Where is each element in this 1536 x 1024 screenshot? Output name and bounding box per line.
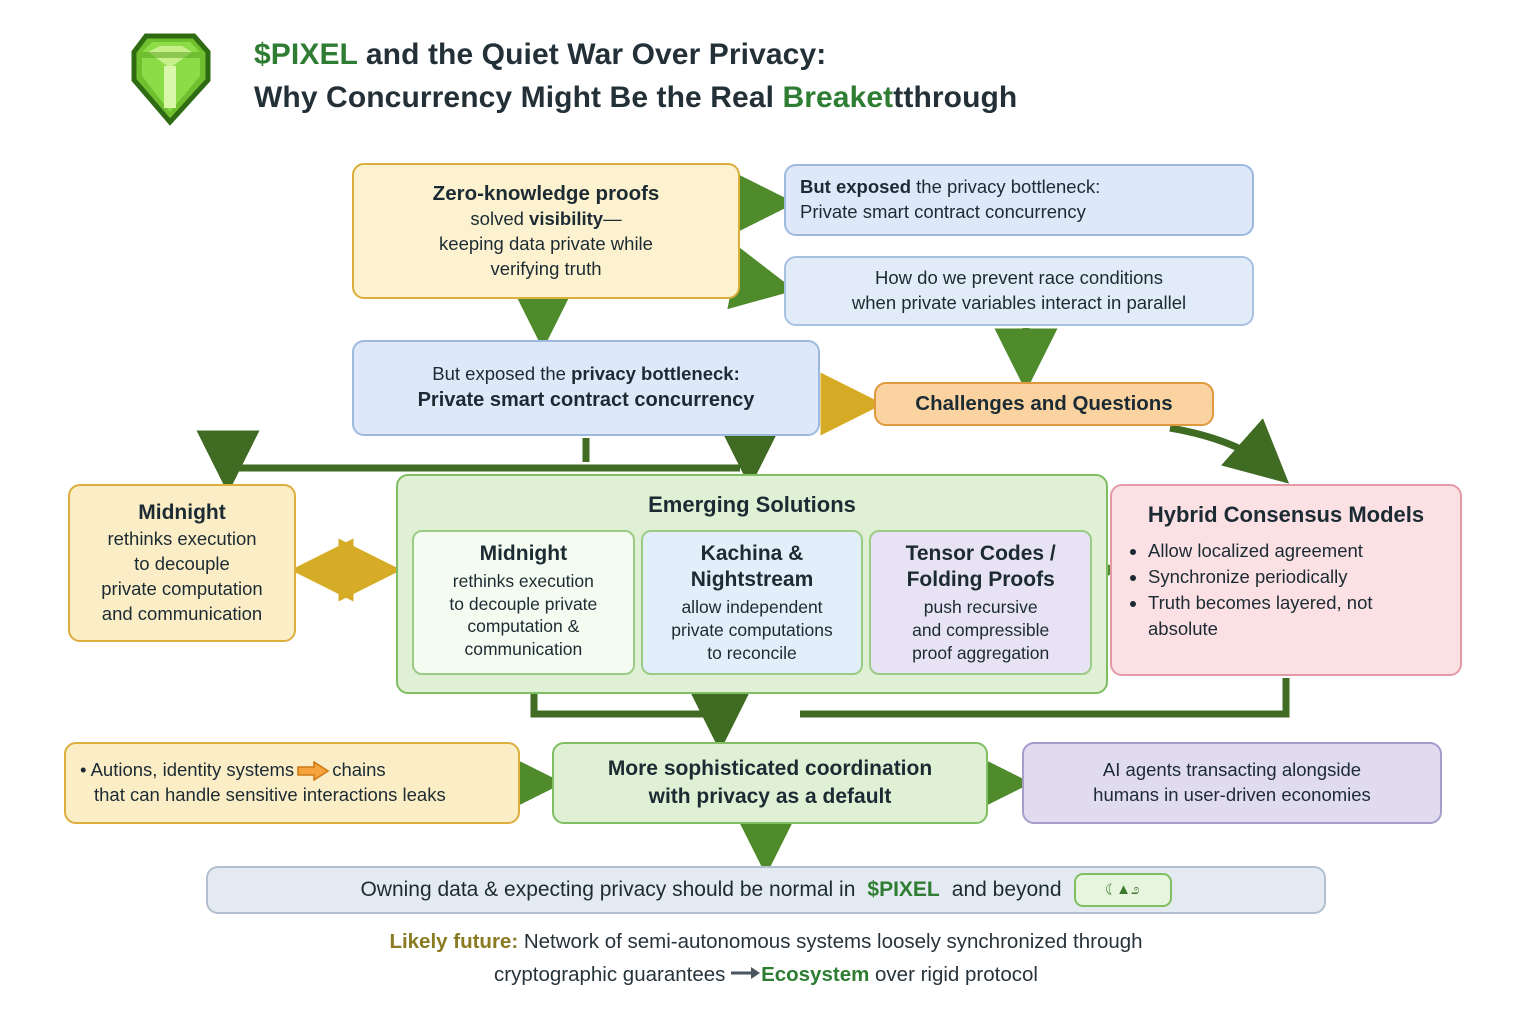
- node-exposed-bottleneck-top[interactable]: [784, 164, 1254, 236]
- zkp-line-3: keeping data private while: [439, 233, 653, 255]
- title-block: [254, 22, 1017, 119]
- coordination-line-2: with privacy as a default: [648, 785, 892, 808]
- node-race-conditions-question[interactable]: [784, 256, 1254, 326]
- node-challenges-and-questions[interactable]: [874, 382, 1214, 426]
- emerging-tensor-line-1: push recursive: [923, 597, 1038, 618]
- emerging-midnight-line-1: rethinks execution: [452, 570, 594, 591]
- emerging-midnight-line-2: to decouple private: [449, 593, 598, 614]
- hybrid-bullet-2: • Synchronize periodically: [1148, 564, 1446, 590]
- footer-text-2: cryptographic guarantees: [494, 962, 732, 986]
- emerging-midnight-head: Midnight: [479, 541, 568, 565]
- footer-text-1: Network of semi-autonomous systems loosely synchronized through: [518, 930, 1143, 953]
- coordination-line-1: More sophisticated coordination: [607, 756, 933, 780]
- owning-pre: Owning data & expecting privacy should be normal in: [360, 877, 856, 901]
- node-ai-agents[interactable]: [1022, 742, 1442, 824]
- money-faces-icon: [1074, 873, 1172, 907]
- node-owning-data-statement[interactable]: [206, 866, 1326, 914]
- page-header: [112, 22, 1452, 134]
- node-zero-knowledge-proofs[interactable]: [352, 163, 740, 299]
- title-line-2-post: tthrough: [893, 80, 1018, 114]
- midnight-left-line-4: private computation: [101, 578, 263, 600]
- node-emerging-solutions[interactable]: [396, 474, 1108, 694]
- auctions-line-1: • Autions, identity systems chains: [80, 759, 386, 781]
- challenges-label: Challenges and Questions: [915, 392, 1173, 416]
- hybrid-bullet-1: • Allow localized agreement: [1148, 538, 1446, 564]
- ai-agents-line-1: AI agents transacting alongside: [1102, 759, 1362, 781]
- emerging-kachina-head-1: Kachina &: [700, 541, 804, 565]
- zkp-line-1: Zero-knowledge proofs: [432, 181, 660, 205]
- zkp-line-2: solved visibility—: [470, 208, 622, 230]
- emerging-midnight-line-4: communication: [464, 639, 583, 660]
- race-line-2: when private variables interact in parallel: [851, 292, 1187, 313]
- emerging-kachina-head-2: Nightstream: [690, 567, 814, 591]
- emerging-tensor-head-1: Tensor Codes /: [905, 541, 1056, 565]
- emerging-tensor-head-2: Folding Proofs: [906, 567, 1055, 591]
- title-accent-pixel: $PIXEL: [254, 38, 358, 71]
- title-line-2: [254, 77, 1017, 120]
- node-auctions-identity-systems[interactable]: [64, 742, 520, 824]
- emerging-tensor-line-2: and compressible: [912, 620, 1050, 641]
- hybrid-head: Hybrid Consensus Models: [1147, 502, 1425, 527]
- race-line-1: How do we prevent race conditions: [875, 267, 1163, 289]
- owning-accent-pixel: $PIXEL: [867, 877, 940, 901]
- title-line-1: [254, 34, 1017, 77]
- exposed-top-line-1: But exposed the privacy bottleneck:: [800, 176, 1101, 198]
- emerging-kachina-line-1: allow independent: [681, 597, 823, 618]
- midnight-left-line-3: to decouple: [134, 553, 230, 575]
- emerging-solutions-columns: [412, 530, 1092, 675]
- grey-arrow-icon: [731, 966, 761, 980]
- money-badge-text: ☾▲೨: [1105, 880, 1140, 898]
- footer-note: [206, 926, 1326, 992]
- hybrid-bullet-list: [1126, 538, 1446, 643]
- midnight-left-head: Midnight: [138, 500, 226, 524]
- emerging-column-kachina-nightstream[interactable]: [641, 530, 864, 675]
- footer-ecosystem: Ecosystem: [761, 962, 870, 986]
- midnight-left-line-5: and communication: [101, 603, 263, 625]
- auctions-line-2: that can handle sensitive interactions leaks: [94, 784, 446, 805]
- node-sophisticated-coordination[interactable]: [552, 742, 988, 824]
- node-privacy-bottleneck[interactable]: [352, 340, 820, 436]
- bottleneck-line-2: Private smart contract concurrency: [417, 388, 755, 411]
- emerging-kachina-line-3: to reconcile: [707, 642, 797, 663]
- green-gem-icon: [112, 22, 228, 134]
- emerging-column-midnight[interactable]: [412, 530, 635, 675]
- title-line-2-pre: Why Concurrency Might Be the Real: [254, 80, 783, 114]
- emerging-tensor-line-3: proof aggregation: [912, 642, 1050, 663]
- footer-text-3: over rigid protocol: [869, 962, 1038, 986]
- emerging-column-tensor-folding[interactable]: [869, 530, 1092, 675]
- node-hybrid-consensus-models[interactable]: [1110, 484, 1462, 676]
- orange-arrow-icon: [296, 761, 330, 781]
- emerging-midnight-line-3: computation &: [467, 616, 580, 637]
- title-line-1-rest: and the Quiet War Over Privacy:: [357, 38, 827, 71]
- node-midnight-summary[interactable]: [68, 484, 296, 642]
- zkp-line-4: verifying truth: [490, 258, 602, 280]
- hybrid-bullet-3: • Truth becomes layered, not absolute: [1148, 590, 1446, 643]
- footer-likely-label: Likely future:: [389, 930, 519, 953]
- midnight-left-line-2: rethinks execution: [107, 528, 257, 550]
- bottleneck-line-1: But exposed the privacy bottleneck:: [432, 363, 740, 385]
- owning-post: and beyond: [951, 877, 1062, 901]
- ai-agents-line-2: humans in user-driven economies: [1093, 784, 1371, 805]
- emerging-kachina-line-2: private computations: [671, 620, 833, 641]
- title-accent-breakthrough: Breaket: [782, 80, 894, 114]
- emerging-solutions-title: Emerging Solutions: [648, 492, 856, 517]
- exposed-top-line-2: Private smart contract concurrency: [800, 201, 1086, 222]
